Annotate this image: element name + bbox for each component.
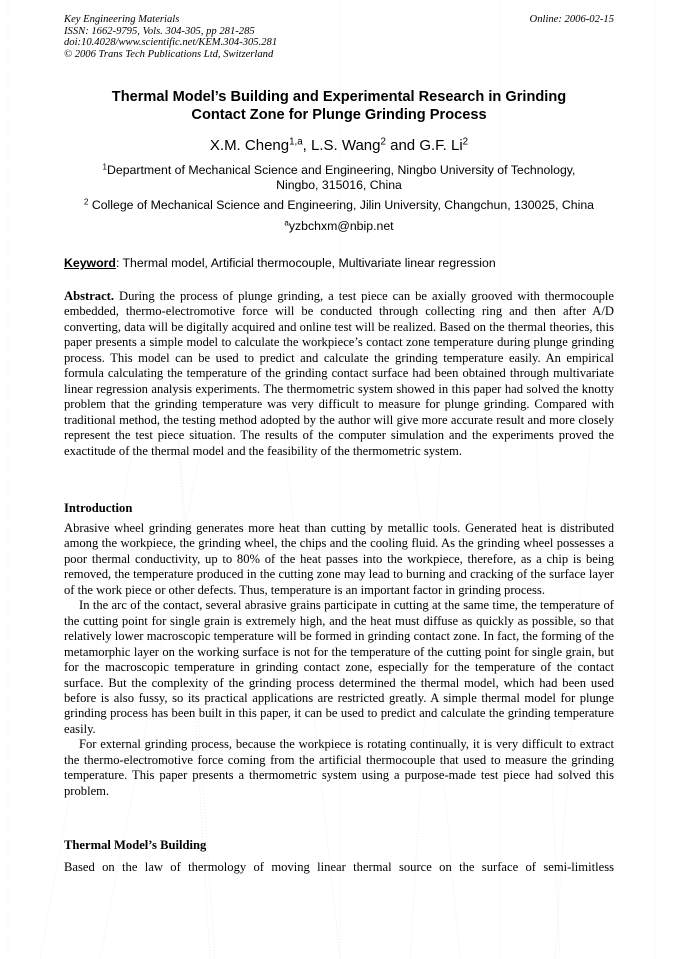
email-superscript: a	[284, 218, 289, 228]
author-name: G.F. Li	[419, 137, 463, 154]
paragraph: Abrasive wheel grinding generates more heat than cutting by metallic tools. Generated heat is distributed among the workpiece, the grinding wheel, the chips and the cooling fluid. As the grinding wheel possesses a poor thermal conductivity, up to 80% of the heat passes into the workpiece, therefore, as a chip is being removed, the temperature produced in the cutting zone may lead to burning and cracking of the surface layer of the work piece or other defects. Thus, temperature is an important factor in grinding process.	[64, 521, 614, 597]
introduction-body	[64, 521, 614, 799]
section-heading-introduction: Introduction	[64, 501, 133, 515]
section-heading-thermal-model: Thermal Model’s Building	[64, 838, 207, 852]
author-superscript: 2	[380, 136, 386, 148]
author-name: X.M. Cheng	[209, 137, 290, 154]
journal-name: Key Engineering Materials	[64, 14, 180, 25]
title-line-1: Thermal Model’s Building and Experimental Research in Grinding	[111, 89, 567, 105]
author-superscript: 1,a	[289, 136, 303, 148]
paragraph: In the arc of the contact, several abrasive grains participate in cutting at the same time, the temperature of the cutting point for single grain is extremely high, and the heat must diffuse as quickly as possible, so that relatively lower macroscopic temperature will be formed in grinding contact zone. In fact, the forming of the metamorphic layer on the working surface is not for the temperature of the cutting point for single grain, but for the macroscopic temperature in grinding contact zone, especially for the temperature of the contact surface. But the complexity of the grinding process determined the thermal model, which had been used before is also fussy, so its practical applications are restricted greatly. A simple thermal model for plunge grinding process has been built in this paper, it can be used to predict and calculate the grinding temperature easily.	[64, 598, 614, 736]
affiliation-2	[64, 198, 614, 213]
email-address[interactable]: yzbchxm@nbip.net	[288, 219, 394, 233]
abstract-label: Abstract.	[64, 289, 115, 303]
affiliation-line: College of Mechanical Science and Engineering, Jilin University, Changchun, 130025, China	[88, 198, 595, 212]
keywords	[64, 256, 624, 271]
keyword-label: Keyword	[64, 256, 116, 270]
affiliation-superscript: 2	[83, 197, 89, 207]
thermal-model-body	[64, 860, 614, 875]
paragraph: For external grinding process, because the workpiece is rotating continually, it is very difficult to extract the thermo-electromotive force coming from the artificial thermocouple that used to measure the grinding temperature. This paper presents a thermometric system using a purpose-made test piece had solved this problem.	[64, 737, 614, 798]
author-separator: and	[385, 137, 420, 154]
abstract	[64, 289, 614, 459]
issn-line: ISSN: 1662-9795, Vols. 304-305, pp 281-285	[64, 25, 255, 37]
paper-title	[64, 88, 614, 124]
corresponding-email	[64, 219, 614, 234]
affiliation-line: Department of Mechanical Science and Engineering, Ningbo University of Technology,	[106, 163, 576, 177]
keyword-text: : Thermal model, Artificial thermocouple, Multivariate linear regression	[115, 256, 496, 270]
copyright-line: © 2006 Trans Tech Publications Ltd, Switzerland	[64, 48, 274, 60]
author-list	[64, 136, 614, 156]
author-separator: ,	[302, 137, 312, 154]
online-date: Online: 2006-02-15	[529, 14, 614, 25]
affiliation-1	[64, 163, 614, 193]
journal-header	[64, 14, 277, 60]
abstract-text: During the process of plunge grinding, a test piece can be axially grooved with thermocouple embedded, thermo-electromotive force will be conducted through collecting ring and then after A/D converting, data will be digitally acquired and online test will be realized. Based on the thermal theories, this paper presents a simple model to calculate the workpiece’s contact zone temperature during plunge grinding process. This model can be used to predict and calculate the grinding temperature easily. An empirical formula calculating the temperature of the grinding contact surface had been obtained through multivariate linear regression analysis experiments. The thermometric system showed in this paper had solved the knotty problem that the grinding temperature was very difficult to measure for plunge grinding. Compared with traditional method, the testing method adopted by the author will give more accurate result and more closely represent the test piece situation. The results of the computer simulation and the experiments proved the exactitude of the thermal model and the feasibility of the thermometric system.	[64, 289, 614, 458]
doi-line: doi:10.4028/www.scientific.net/KEM.304-305.281	[64, 37, 278, 49]
affiliation-superscript: 1	[102, 162, 107, 172]
author-superscript: 2	[462, 136, 469, 148]
paragraph: Based on the law of thermology of moving linear thermal source on the surface of semi-limitless	[64, 860, 614, 874]
affiliation-line: Ningbo, 315016, China	[276, 178, 402, 192]
title-line-2: Contact Zone for Plunge Grinding Process	[191, 107, 487, 123]
author-name: L.S. Wang	[311, 137, 381, 154]
